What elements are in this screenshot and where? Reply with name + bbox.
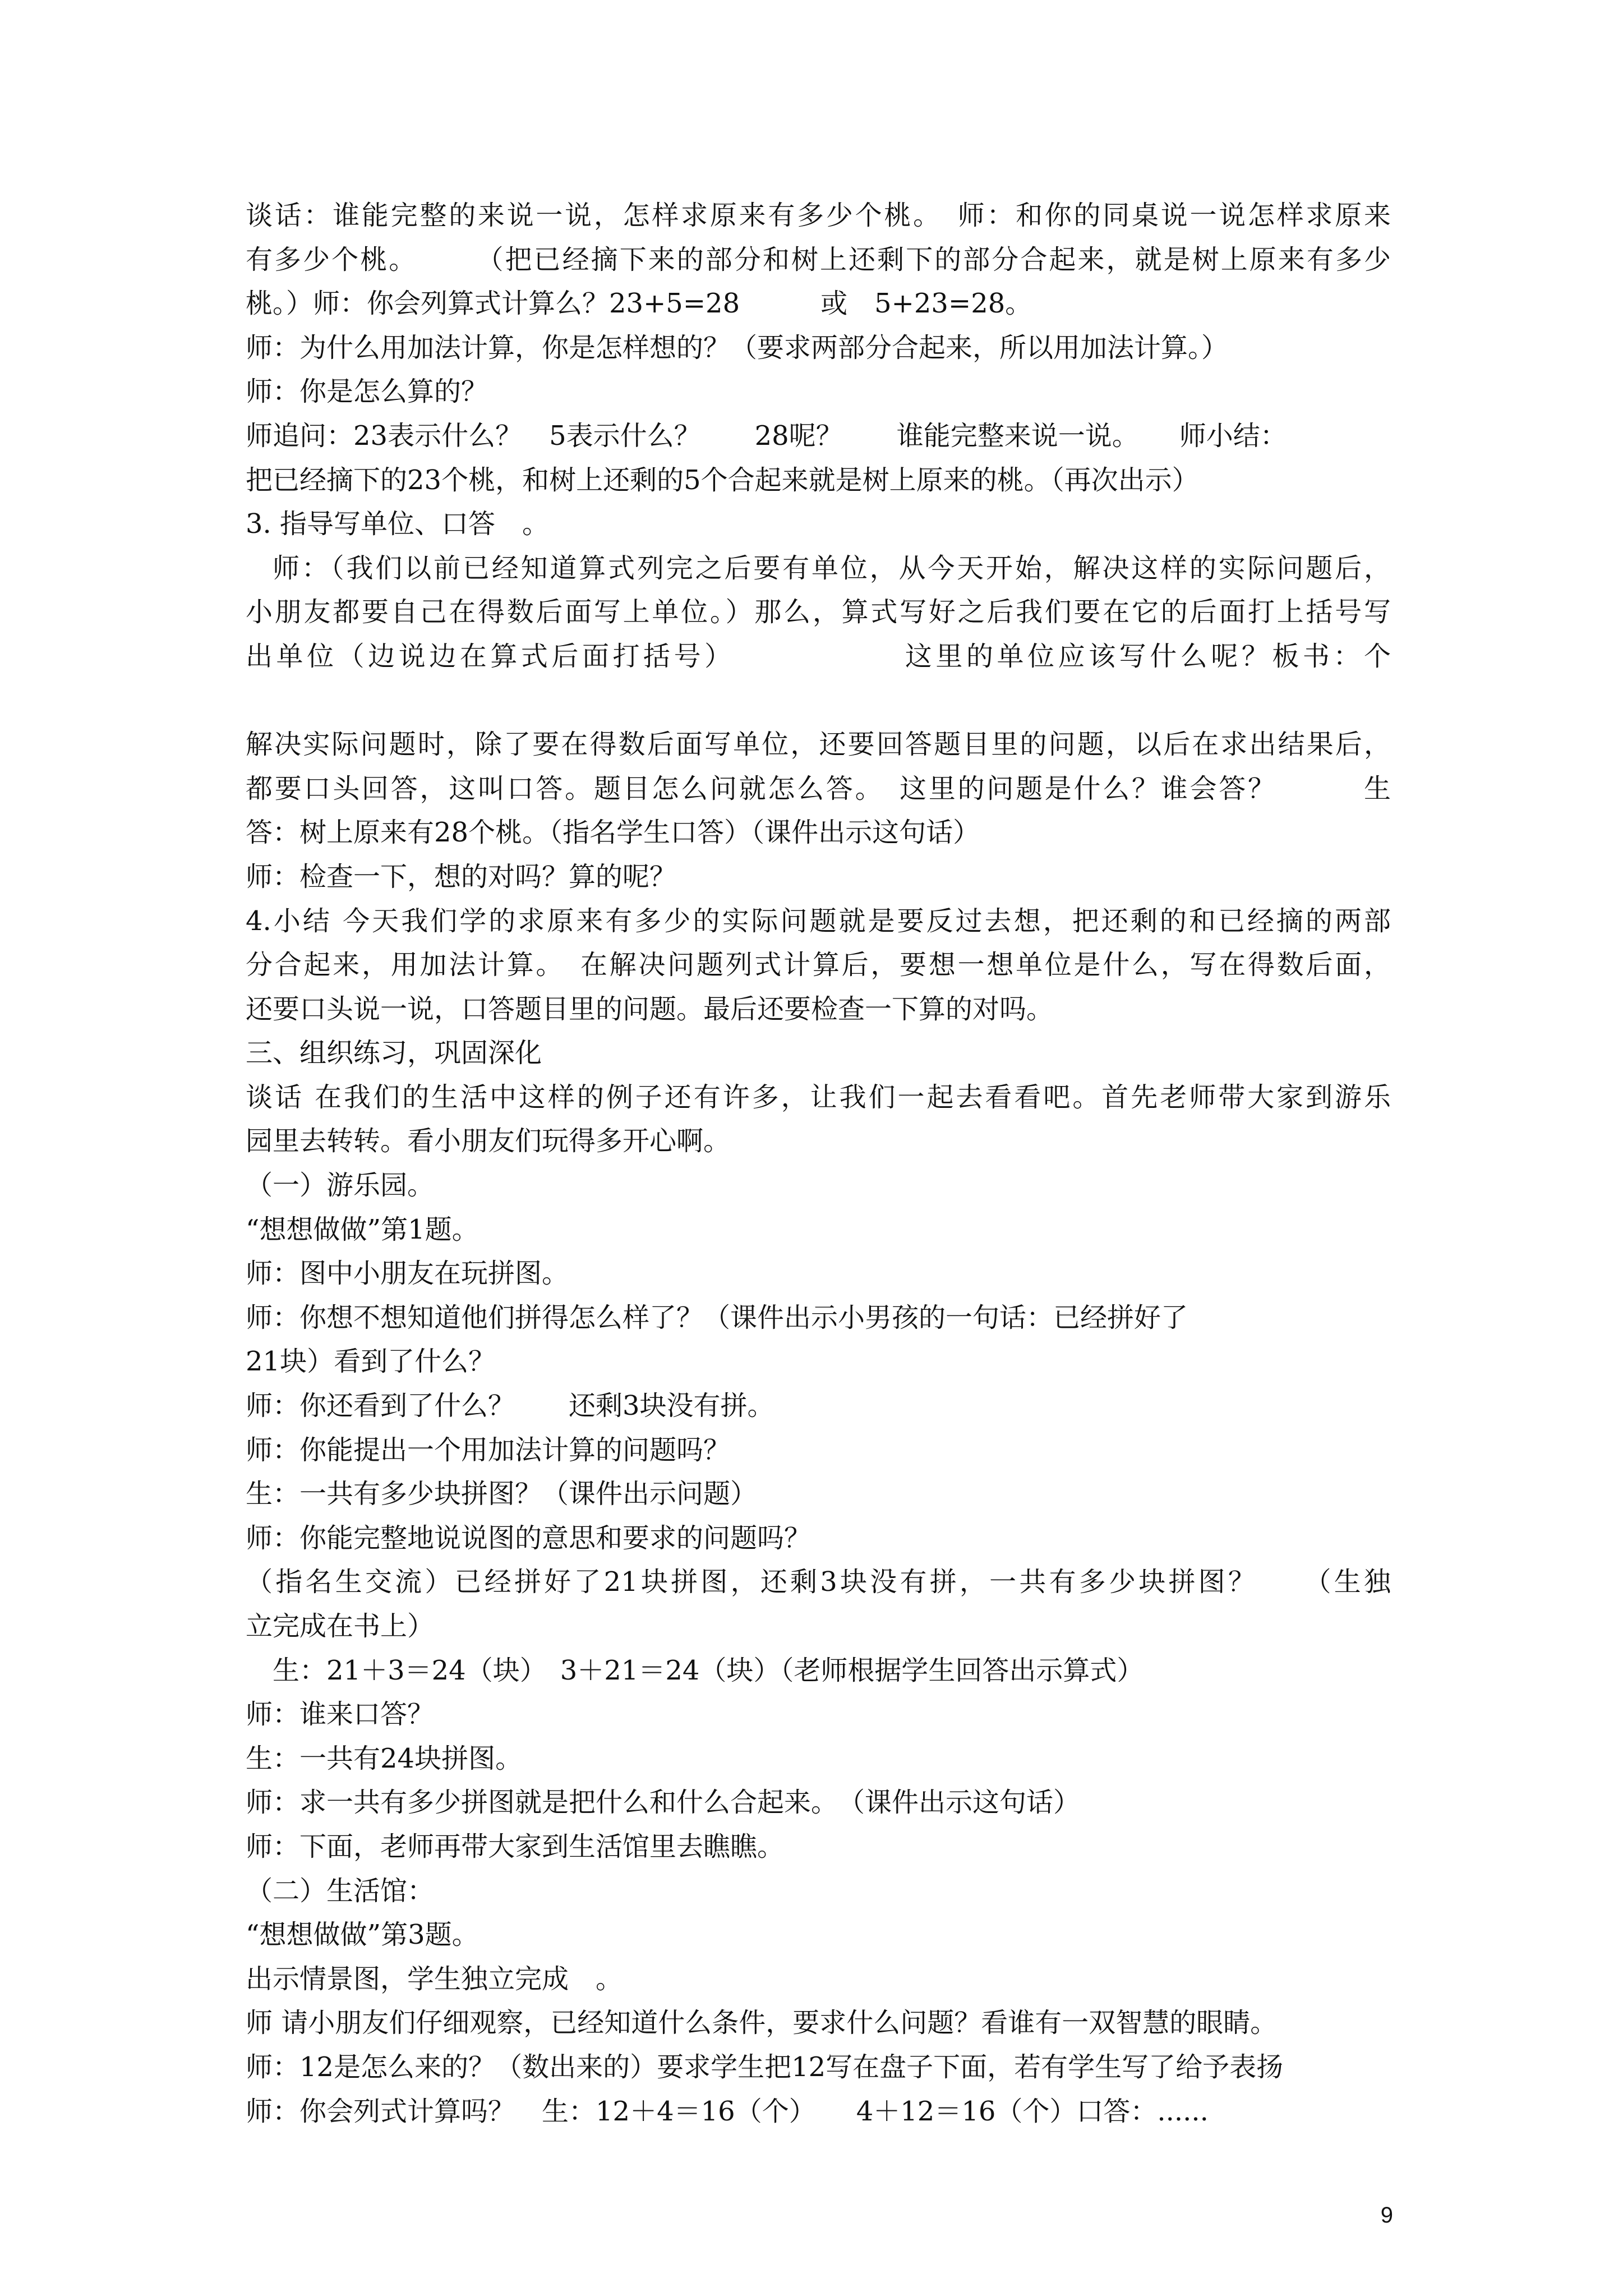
- text-line: 师：你能完整地说说图的意思和要求的问题吗？: [246, 1522, 811, 1554]
- blank-line: [246, 679, 1391, 723]
- text-line: 生：21＋3＝24（块） 3＋21＝24（块）（老师根据学生回答出示算式）: [273, 1654, 1144, 1686]
- text-line: 都要口头回答，这叫口答。题目怎么问就怎么答。 这里的问题是什么？谁会答？ 生: [246, 772, 1391, 804]
- text-line: 师：为什么用加法计算，你是怎样想的？（要求两部分合起来，所以用加法计算。）: [246, 332, 1229, 364]
- text-line: （指名生交流）已经拼好了21块拼图，还剩3块没有拼，一共有多少块拼图？ （生独: [246, 1566, 1391, 1598]
- text-line: 有多少个桃。 （把已经摘下来的部分和树上还剩下的部分合起来，就是树上原来有多少: [246, 243, 1391, 275]
- text-line: “想想做做”第3题。: [246, 1919, 479, 1951]
- text-line: 师：求一共有多少拼图就是把什么和什么合起来。 （课件出示这句话）: [246, 1787, 1081, 1819]
- text-line: 师：下面，老师再带大家到生活馆里去瞧瞧。: [246, 1830, 785, 1862]
- text-line: 还要口头说一说，口答题目里的问题。最后还要检查一下算的对吗。: [246, 993, 1054, 1025]
- text-line: 谈话：谁能完整的来说一说，怎样求原来有多少个桃。 师：和你的同桌说一说怎样求原来: [246, 200, 1391, 231]
- text-line: 师：你还看到了什么？ 还剩3块没有拼。: [246, 1390, 774, 1422]
- text-line: 师：你会列式计算吗？ 生：12＋4＝16（个） 4＋12＝16（个）口答：......: [246, 2095, 1209, 2127]
- text-line: 谈话 在我们的生活中这样的例子还有许多，让我们一起去看看吧。首先老师带大家到游乐: [246, 1081, 1391, 1113]
- text-line: 师：（我们以前已经知道算式列完之后要有单位，从今天开始，解决这样的实际问题后，: [273, 552, 1391, 584]
- text-line: 师：图中小朋友在玩拼图。: [246, 1258, 569, 1290]
- text-line: 21块）看到了什么？: [246, 1346, 496, 1378]
- text-line: 师追问：23表示什么？ 5表示什么？ 28呢？ 谁能完整来说一说。 师小结：: [246, 420, 1287, 452]
- text-line: 桃。）师：你会列算式计算么？23+5=28 或 5+23=28。: [246, 288, 1032, 320]
- text-line: 生：一共有多少块拼图？（课件出示问题）: [246, 1478, 758, 1510]
- text-line: 生：一共有24块拼图。: [246, 1742, 523, 1774]
- text-line: 园里去转转。看小朋友们玩得多开心啊。: [246, 1125, 731, 1157]
- text-line: 小朋友都要自己在得数后面写上单位。）那么，算式写好之后我们要在它的后面打上括号写: [246, 596, 1391, 628]
- text-line: （二）生活馆：: [246, 1875, 435, 1907]
- text-line: 师：谁来口答？: [246, 1699, 435, 1731]
- text-line: 师：12是怎么来的？（数出来的）要求学生把12写在盘子下面，若有学生写了给予表扬: [246, 2051, 1284, 2083]
- text-line: （一）游乐园。: [246, 1170, 435, 1202]
- text-line: 师：你想不想知道他们拼得怎么样了？（课件出示小男孩的一句话：已经拼好了: [246, 1301, 1188, 1333]
- text-line: 把已经摘下的23个桃，和树上还剩的5个合起来就是树上原来的桃。（再次出示）: [246, 464, 1199, 496]
- text-line: 出单位（边说边在算式后面打括号） 这里的单位应该写什么呢？板书：个: [246, 640, 1391, 672]
- document-body: [246, 194, 1391, 2133]
- text-line: 师 请小朋友们仔细观察，已经知道什么条件，要求什么问题？看谁有一双智慧的眼睛。: [246, 2007, 1278, 2039]
- text-line: “想想做做”第1题。: [246, 1213, 479, 1245]
- page-number: 9: [1380, 2203, 1393, 2228]
- text-line: 分合起来，用加法计算。 在解决问题列式计算后，要想一想单位是什么，写在得数后面，: [246, 949, 1391, 981]
- text-line: 三、组织练习，巩固深化: [246, 1037, 542, 1069]
- text-line: 答：树上原来有28个桃。（指名学生口答）（课件出示这句话）: [246, 817, 980, 849]
- text-line: 立完成在书上）: [246, 1611, 435, 1642]
- text-line: 师：检查一下，想的对吗？算的呢？: [246, 861, 677, 892]
- text-line: 师：你是怎么算的？: [246, 376, 488, 408]
- text-line: 师：你能提出一个用加法计算的问题吗？: [246, 1434, 731, 1466]
- text-line: 出示情景图，学生独立完成 。: [246, 1963, 623, 1995]
- text-line: 解决实际问题时，除了要在得数后面写单位，还要回答题目里的问题，以后在求出结果后，: [246, 729, 1391, 761]
- text-line: 4.小结 今天我们学的求原来有多少的实际问题就是要反过去想，把还剩的和已经摘的两部: [246, 905, 1391, 937]
- text-line: 3. 指导写单位、口答 。: [246, 508, 550, 540]
